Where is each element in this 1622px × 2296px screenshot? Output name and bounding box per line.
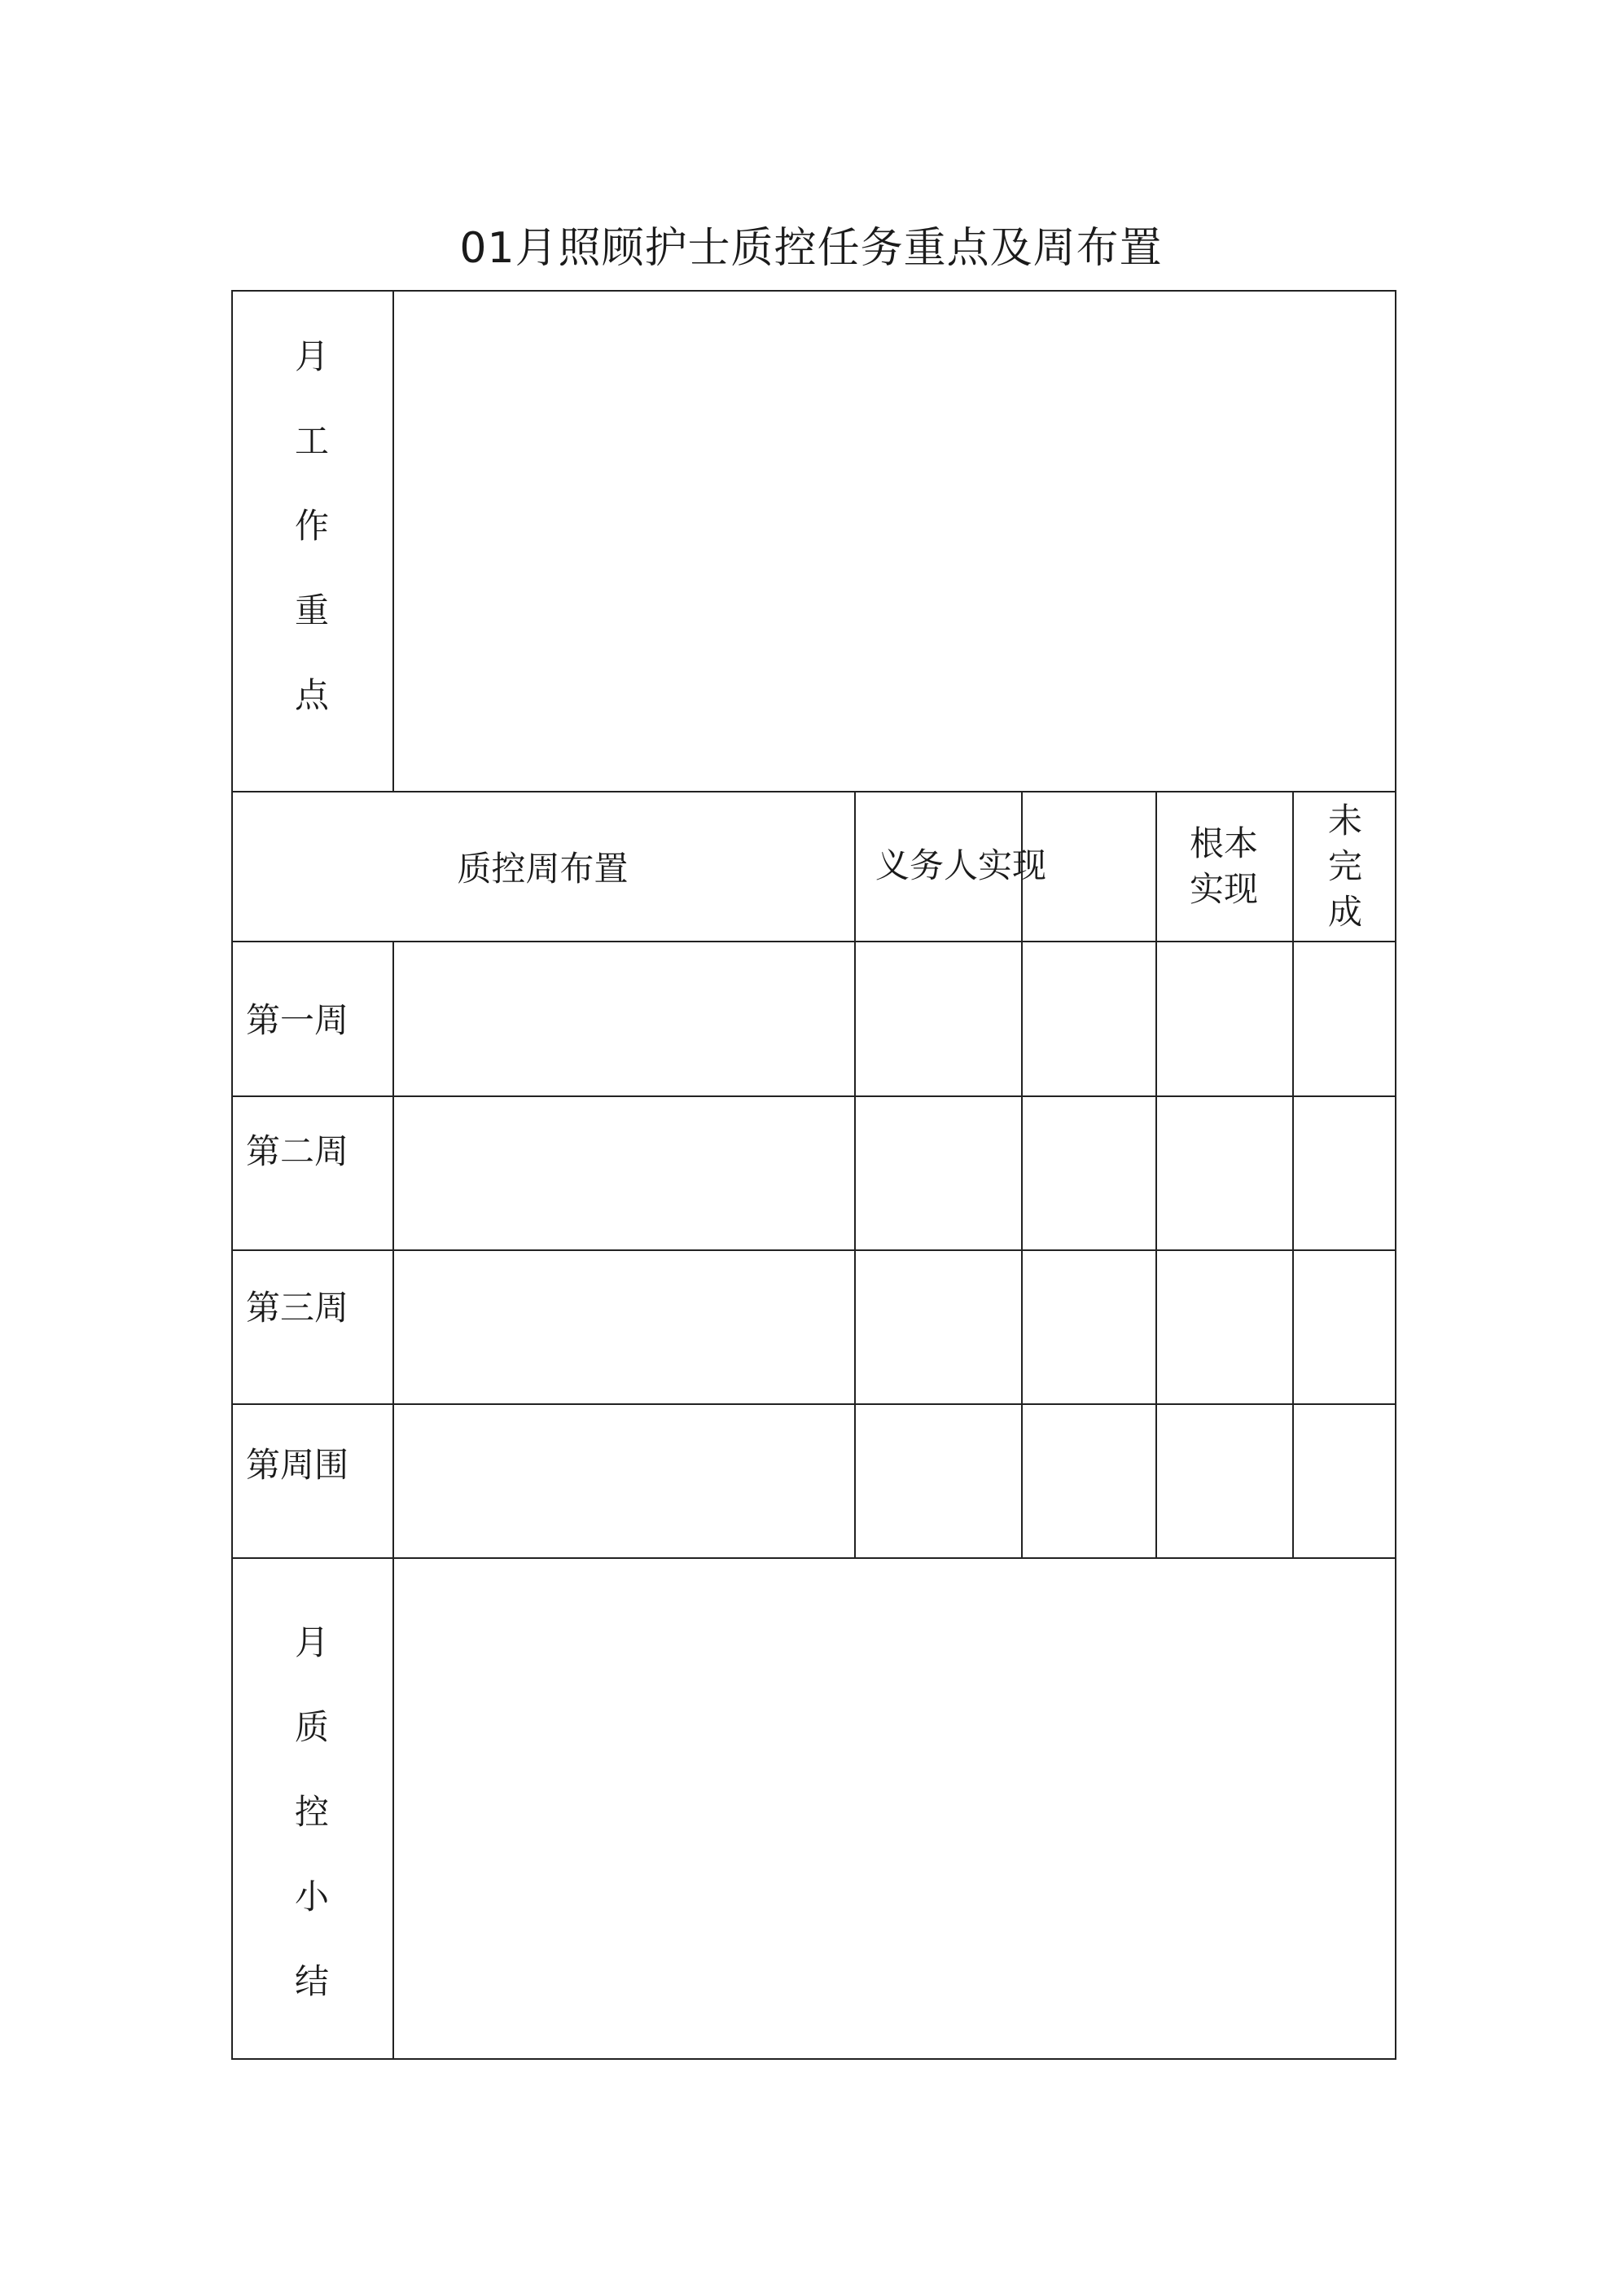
divider: [231, 1095, 1396, 1097]
header-not-done: [1294, 792, 1396, 941]
divider: [231, 1403, 1396, 1405]
label-char: 月: [294, 1622, 329, 1662]
header-plan: 质控周布置: [457, 849, 629, 889]
monthly-focus-label: [231, 323, 392, 730]
header-basic-done: [1155, 792, 1292, 941]
monthly-summary-label: [231, 1600, 392, 2024]
divider: [231, 941, 1396, 942]
label-char: 小: [294, 1877, 329, 1916]
week-label: 第二周: [246, 1131, 349, 1171]
label-char: 月: [294, 336, 329, 376]
label-char: 控: [294, 1792, 329, 1832]
divider: [231, 1249, 1396, 1251]
page-title: 01月照顾护士质控任务重点及周布置: [459, 224, 1163, 273]
week-label: 第周围: [246, 1445, 349, 1485]
header-responsible: 义务人实现: [875, 845, 1047, 885]
label-char: 结: [294, 1961, 329, 2001]
divider: [1021, 791, 1023, 1559]
header-text: 实现: [1189, 869, 1258, 909]
header-text: 成: [1327, 892, 1362, 932]
label-char: 工: [294, 421, 329, 461]
monthly-summary-content[interactable]: [394, 1559, 1395, 2058]
label-char: 点: [294, 675, 329, 715]
label-char: 质: [294, 1707, 329, 1747]
week-label: 第一周: [246, 1000, 349, 1040]
label-char: 作: [294, 506, 329, 546]
header-text: 未: [1327, 801, 1362, 841]
week-label: 第三周: [246, 1288, 349, 1328]
label-char: 重: [294, 590, 329, 630]
divider: [854, 791, 856, 1559]
header-text: 完: [1327, 846, 1362, 886]
header-text: 根本: [1189, 823, 1258, 863]
monthly-focus-content[interactable]: [394, 292, 1395, 791]
